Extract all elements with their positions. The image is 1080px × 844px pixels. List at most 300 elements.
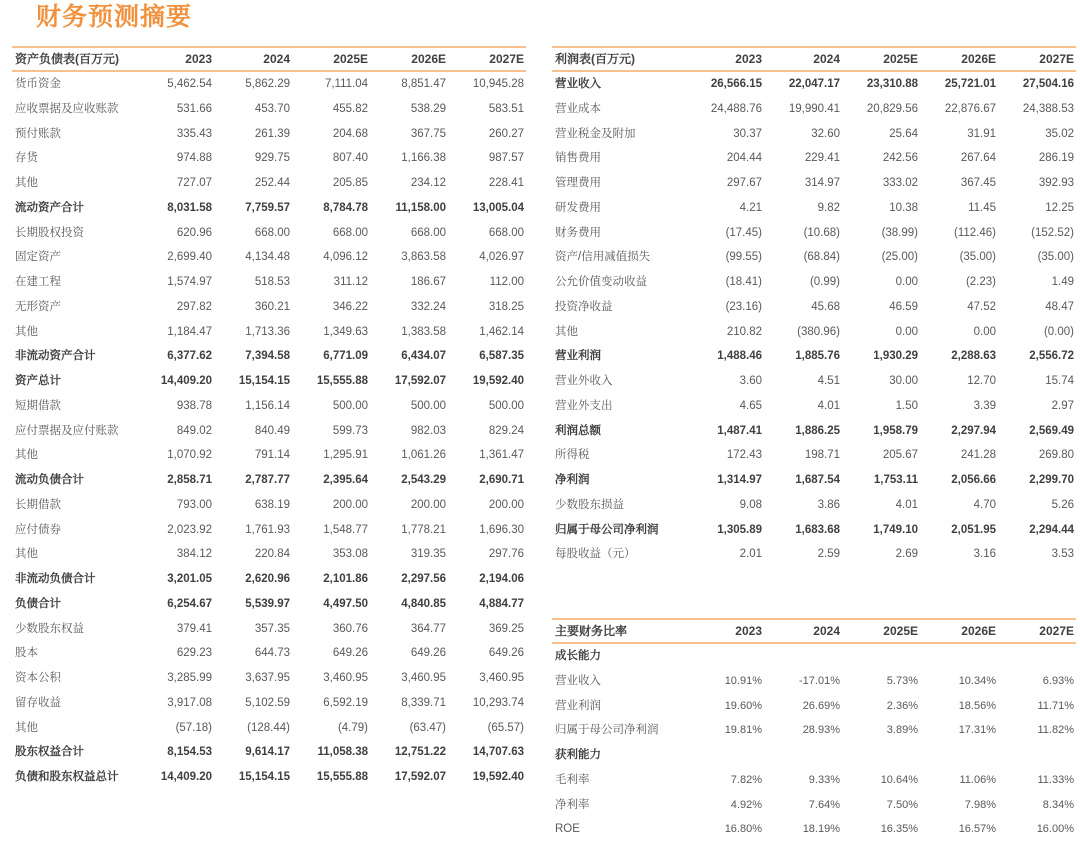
- cell-value: 3.53: [1051, 548, 1074, 561]
- cell-value: 518.53: [254, 276, 290, 288]
- cell-value: [920, 743, 998, 768]
- row-label: 少数股东损益: [555, 498, 624, 511]
- cell-value: 649.26: [488, 647, 524, 660]
- cell-value: 314.97: [804, 177, 840, 189]
- row-label: 利润总额: [555, 424, 601, 437]
- table-row: [12, 122, 526, 147]
- cell-value: 186.67: [410, 276, 446, 288]
- row-label: 每股收益（元）: [555, 548, 636, 561]
- table-row: [12, 592, 526, 617]
- cell-value: (57.18): [175, 721, 212, 734]
- cell-value: 46.59: [889, 300, 918, 313]
- table-row: [552, 344, 1076, 369]
- row-label: 归属于母公司净利润: [555, 724, 659, 737]
- row-label: 货币资金: [15, 78, 61, 90]
- table-row: [552, 369, 1076, 394]
- cell-value: 2,023.92: [167, 523, 212, 536]
- cell-value: 228.41: [488, 177, 524, 189]
- table-row: [12, 468, 526, 493]
- cell-value: 357.35: [254, 622, 290, 635]
- row-label: 其他: [555, 325, 578, 338]
- cell-value: 12.70: [967, 375, 996, 387]
- cell-value: 1,886.25: [795, 424, 840, 437]
- table-row: [12, 97, 526, 122]
- cell-value: [764, 643, 842, 669]
- column-header-year: 2027E: [998, 47, 1076, 71]
- cell-value: 531.66: [176, 102, 212, 115]
- cell-value: 649.26: [410, 647, 446, 660]
- cell-value: 3.60: [739, 375, 762, 387]
- table-row: [552, 468, 1076, 493]
- cell-value: 2,543.29: [401, 474, 446, 486]
- cell-value: 18.56%: [958, 699, 996, 712]
- cell-value: 1,061.26: [401, 449, 446, 462]
- table-row: [552, 443, 1076, 468]
- row-label: 营业外收入: [555, 375, 613, 387]
- cell-value: 500.00: [410, 399, 446, 412]
- cell-value: 3.89%: [886, 724, 918, 737]
- cell-value: 3,637.95: [245, 672, 290, 684]
- column-header-year: 2025E: [842, 619, 920, 643]
- cell-value: 6,592.19: [323, 696, 368, 709]
- row-label: 应付票据及应付账款: [15, 424, 119, 437]
- cell-value: 19.60%: [724, 699, 762, 712]
- cell-value: 7,759.57: [245, 201, 290, 214]
- column-header-year: 2025E: [292, 47, 370, 71]
- cell-value: 10.64%: [880, 773, 918, 786]
- cell-value: 26,566.15: [710, 78, 762, 90]
- cell-value: -17.01%: [799, 674, 840, 687]
- cell-value: 4.01: [817, 399, 840, 412]
- cell-value: 48.47: [1045, 300, 1074, 313]
- cell-value: 204.68: [332, 127, 368, 140]
- table-row: [552, 518, 1076, 543]
- row-label: 长期借款: [15, 498, 61, 511]
- column-header-label: 利润表(百万元): [552, 47, 686, 71]
- cell-value: 12.25: [1045, 201, 1074, 214]
- cell-value: 35.02: [1045, 127, 1074, 140]
- cell-value: 297.76: [488, 548, 524, 561]
- column-header-year: 2023: [686, 47, 764, 71]
- cell-value: 2,056.66: [951, 474, 996, 486]
- table-row: [12, 419, 526, 444]
- cell-value: 15.74: [1045, 375, 1074, 387]
- cell-value: 9.82: [817, 201, 840, 214]
- financial-ratios-table: [552, 618, 1076, 842]
- cell-value: 1,314.97: [717, 474, 762, 486]
- cell-value: 17,592.07: [394, 375, 446, 387]
- cell-value: (152.52): [1031, 226, 1074, 239]
- table-row: [12, 146, 526, 171]
- cell-value: 629.23: [176, 647, 212, 660]
- table-row: [12, 641, 526, 666]
- cell-value: 4,840.85: [401, 597, 446, 610]
- table-row: [12, 196, 526, 221]
- cell-value: 5.26: [1051, 498, 1074, 511]
- cell-value: 4,134.48: [245, 251, 290, 264]
- cell-value: 16.80%: [724, 823, 762, 836]
- cell-value: 9,614.17: [245, 746, 290, 759]
- table-row: [552, 493, 1076, 518]
- cell-value: [764, 743, 842, 768]
- cell-value: 2,294.44: [1029, 523, 1074, 536]
- table-row: [552, 146, 1076, 171]
- cell-value: 367.75: [410, 127, 446, 140]
- cell-value: 18.19%: [802, 823, 840, 836]
- cell-value: 379.41: [176, 622, 212, 635]
- cell-value: 333.02: [882, 177, 918, 189]
- column-header-year: 2026E: [920, 619, 998, 643]
- cell-value: 2,556.72: [1029, 350, 1074, 363]
- row-label: 其他: [15, 325, 38, 338]
- cell-value: 4.01: [895, 498, 918, 511]
- cell-value: 727.07: [176, 177, 212, 189]
- table-row: [12, 320, 526, 345]
- cell-value: 353.08: [332, 548, 368, 561]
- table-row: [12, 270, 526, 295]
- cell-value: 6,587.35: [479, 350, 524, 363]
- cell-value: (63.47): [409, 721, 446, 734]
- cell-value: [686, 743, 764, 768]
- cell-value: (99.55): [725, 251, 762, 264]
- row-label: 管理费用: [555, 177, 601, 189]
- cell-value: 261.39: [254, 127, 290, 140]
- cell-value: 4,497.50: [323, 597, 368, 610]
- cell-value: 10.34%: [958, 674, 996, 687]
- cell-value: 17,592.07: [394, 771, 446, 783]
- row-label: 股本: [15, 647, 38, 660]
- row-label: 长期股权投资: [15, 226, 84, 239]
- row-label: 股东权益合计: [15, 746, 84, 759]
- row-label: 资产/信用减值损失: [555, 251, 651, 264]
- row-label: 毛利率: [555, 773, 590, 786]
- cell-value: 19,990.41: [788, 102, 840, 115]
- cell-value: 455.82: [332, 102, 368, 115]
- cell-value: 1,885.76: [795, 350, 840, 363]
- table-row: [12, 691, 526, 716]
- cell-value: 0.00: [895, 276, 918, 288]
- row-label: 负债和股东权益总计: [15, 771, 119, 783]
- row-label: 非流动负债合计: [15, 573, 96, 585]
- table-row: [12, 493, 526, 518]
- table-row: [12, 369, 526, 394]
- row-label: ROE: [555, 823, 580, 836]
- cell-value: 198.71: [804, 449, 840, 462]
- cell-value: 829.24: [488, 424, 524, 437]
- column-header-year: 2027E: [448, 47, 526, 71]
- cell-value: (18.41): [725, 276, 762, 288]
- cell-value: 234.12: [410, 177, 446, 189]
- cell-value: 311.12: [333, 276, 368, 288]
- cell-value: 5,462.54: [167, 78, 212, 90]
- cell-value: 15,555.88: [316, 375, 368, 387]
- cell-value: 346.22: [332, 300, 368, 313]
- cell-value: 1,683.68: [795, 523, 840, 536]
- cell-value: 974.88: [176, 152, 212, 165]
- cell-value: 269.80: [1038, 449, 1074, 462]
- cell-value: 7,111.04: [324, 78, 368, 90]
- table-row: [12, 71, 526, 97]
- cell-value: 297.67: [726, 177, 762, 189]
- table-row: [552, 718, 1076, 743]
- cell-value: (0.00): [1043, 325, 1074, 338]
- section-header-row: [552, 743, 1076, 768]
- cell-value: 17.31%: [958, 724, 996, 737]
- cell-value: 200.00: [488, 498, 524, 511]
- cell-value: 1,761.93: [245, 523, 290, 536]
- section-header-row: [552, 643, 1076, 669]
- row-label: 留存收益: [15, 696, 61, 709]
- row-label: 营业收入: [555, 674, 601, 687]
- column-header-year: 2023: [136, 47, 214, 71]
- cell-value: 11.06%: [959, 773, 996, 786]
- cell-value: 220.84: [254, 548, 290, 561]
- cell-value: 849.02: [176, 424, 212, 437]
- row-label: 无形资产: [15, 300, 61, 313]
- cell-value: 335.43: [176, 127, 212, 140]
- cell-value: 982.03: [410, 424, 446, 437]
- cell-value: (380.96): [797, 325, 840, 338]
- cell-value: 3,863.58: [401, 251, 446, 264]
- cell-value: 2.69: [895, 548, 918, 561]
- cell-value: 3,460.95: [323, 672, 368, 684]
- balance-sheet-body: [12, 71, 526, 790]
- cell-value: 12,751.22: [394, 746, 446, 759]
- cell-value: (68.84): [803, 251, 840, 264]
- cell-value: 620.96: [176, 226, 212, 239]
- cell-value: 47.52: [967, 300, 996, 313]
- row-label: 资本公积: [15, 672, 61, 684]
- table-row: [12, 344, 526, 369]
- cell-value: 32.60: [811, 127, 840, 140]
- cell-value: 8,154.53: [167, 746, 212, 759]
- cell-value: 31.91: [967, 127, 996, 140]
- cell-value: 0.00: [895, 325, 918, 338]
- cell-value: 392.93: [1038, 177, 1074, 189]
- cell-value: 1,488.46: [717, 350, 762, 363]
- table-header-row: [552, 619, 1076, 643]
- row-label: 其他: [15, 548, 38, 561]
- row-label: 研发费用: [555, 201, 601, 214]
- cell-value: 9.33%: [808, 773, 840, 786]
- cell-value: 638.19: [254, 498, 290, 511]
- cell-value: 241.28: [960, 449, 996, 462]
- cell-value: 11.71%: [1037, 699, 1074, 712]
- cell-value: (35.00): [1037, 251, 1074, 264]
- cell-value: 200.00: [332, 498, 368, 511]
- row-label: 营业收入: [555, 78, 601, 90]
- cell-value: 1,295.91: [323, 449, 368, 462]
- row-label: 少数股东权益: [15, 622, 84, 635]
- table-row: [552, 270, 1076, 295]
- cell-value: 20,829.56: [866, 102, 918, 115]
- table-row: [12, 765, 526, 790]
- cell-value: 22,876.67: [944, 102, 996, 115]
- cell-value: 5.73%: [886, 674, 918, 687]
- row-label: 负债合计: [15, 597, 61, 610]
- column-header-year: 2024: [214, 47, 292, 71]
- cell-value: 4,096.12: [323, 251, 368, 264]
- cell-value: 0.00: [973, 325, 996, 338]
- cell-value: 5,862.29: [245, 78, 290, 90]
- cell-value: 1.49: [1051, 276, 1074, 288]
- column-header-year: 2024: [764, 47, 842, 71]
- table-row: [12, 295, 526, 320]
- table-row: [12, 518, 526, 543]
- cell-value: 8,784.78: [323, 201, 368, 214]
- cell-value: 30.00: [889, 375, 918, 387]
- cell-value: 332.24: [410, 300, 446, 313]
- cell-value: 840.49: [254, 424, 290, 437]
- table-row: [552, 768, 1076, 793]
- cell-value: 668.00: [410, 226, 446, 239]
- cell-value: (17.45): [725, 226, 762, 239]
- cell-value: 7.98%: [964, 798, 996, 811]
- row-label: 获利能力: [555, 749, 601, 761]
- cell-value: 1,487.41: [717, 424, 762, 437]
- row-label: 应收票据及应收账款: [15, 102, 119, 115]
- table-row: [552, 171, 1076, 196]
- column-header-label: 主要财务比率: [552, 619, 686, 643]
- table-row: [12, 171, 526, 196]
- cell-value: 369.25: [488, 622, 524, 635]
- cell-value: (23.16): [725, 300, 762, 313]
- cell-value: 5,539.97: [245, 597, 290, 610]
- cell-value: 7.50%: [886, 798, 918, 811]
- column-header-year: 2026E: [920, 47, 998, 71]
- cell-value: 2,051.95: [951, 523, 996, 536]
- row-label: 净利率: [555, 798, 590, 811]
- table-row: [552, 320, 1076, 345]
- cell-value: 25,721.01: [944, 78, 996, 90]
- cell-value: [842, 643, 920, 669]
- cell-value: 286.19: [1038, 152, 1074, 165]
- row-label: 应付债券: [15, 523, 61, 536]
- cell-value: 360.21: [254, 300, 290, 313]
- table-row: [12, 542, 526, 567]
- table-row: [552, 669, 1076, 694]
- cell-value: 4.70: [973, 498, 996, 511]
- table-row: [552, 196, 1076, 221]
- cell-value: 2,395.64: [323, 474, 368, 486]
- cell-value: 1,958.79: [873, 424, 918, 437]
- table-row: [552, 295, 1076, 320]
- row-label: 资产总计: [15, 375, 61, 387]
- cell-value: 987.57: [488, 152, 524, 165]
- table-row: [552, 694, 1076, 719]
- cell-value: 252.44: [254, 177, 290, 189]
- cell-value: 367.45: [960, 177, 996, 189]
- table-row: [552, 817, 1076, 842]
- table-row: [12, 221, 526, 246]
- cell-value: 14,707.63: [472, 746, 524, 759]
- cell-value: 2,297.94: [951, 424, 996, 437]
- cell-value: 27,504.16: [1022, 78, 1074, 90]
- cell-value: 319.35: [410, 548, 446, 561]
- cell-value: 7.64%: [808, 798, 840, 811]
- cell-value: 583.51: [488, 102, 524, 115]
- cell-value: 16.00%: [1036, 823, 1074, 836]
- cell-value: 19,592.40: [472, 771, 524, 783]
- cell-value: 200.00: [410, 498, 446, 511]
- cell-value: 2,299.70: [1029, 474, 1074, 486]
- column-header-year: 2027E: [998, 619, 1076, 643]
- cell-value: (35.00): [959, 251, 996, 264]
- cell-value: 11.33%: [1037, 773, 1074, 786]
- cell-value: 13,005.04: [472, 201, 524, 214]
- cell-value: 318.25: [488, 300, 524, 313]
- table-row: [552, 122, 1076, 147]
- cell-value: 929.75: [254, 152, 290, 165]
- row-label: 归属于母公司净利润: [555, 523, 659, 536]
- column-header-label: 资产负债表(百万元): [12, 47, 136, 71]
- cell-value: 3,460.95: [479, 672, 524, 684]
- cell-value: 1,778.21: [401, 523, 446, 536]
- cell-value: 28.93%: [802, 724, 840, 737]
- row-label: 营业外支出: [555, 399, 613, 412]
- cell-value: 19,592.40: [472, 375, 524, 387]
- cell-value: 2.36%: [886, 699, 918, 712]
- cell-value: 11.82%: [1037, 724, 1074, 737]
- cell-value: 16.57%: [958, 823, 996, 836]
- row-label: 投资净收益: [555, 300, 613, 313]
- row-label: 营业利润: [555, 350, 601, 363]
- cell-value: 6,377.62: [167, 350, 212, 363]
- cell-value: 1,749.10: [873, 523, 918, 536]
- cell-value: 4,026.97: [479, 251, 524, 264]
- cell-value: 2,194.06: [479, 573, 524, 585]
- row-label: 非流动资产合计: [15, 350, 96, 363]
- cell-value: 2,101.86: [323, 573, 368, 585]
- table-row: [12, 245, 526, 270]
- cell-value: 14,409.20: [160, 375, 212, 387]
- cell-value: 384.12: [176, 548, 212, 561]
- column-header-year: 2024: [764, 619, 842, 643]
- cell-value: 7,394.58: [245, 350, 290, 363]
- row-label: 净利润: [555, 474, 590, 486]
- cell-value: 3,917.08: [167, 696, 212, 709]
- cell-value: 1,462.14: [479, 325, 524, 338]
- cell-value: 210.82: [726, 325, 762, 338]
- cell-value: 15,555.88: [316, 771, 368, 783]
- row-label: 营业税金及附加: [555, 127, 636, 140]
- cell-value: 2,787.77: [245, 474, 290, 486]
- cell-value: 7.82%: [730, 773, 762, 786]
- cell-value: 2.97: [1051, 399, 1074, 412]
- table-row: [12, 740, 526, 765]
- cell-value: (0.99): [809, 276, 840, 288]
- cell-value: 14,409.20: [160, 771, 212, 783]
- cell-value: 2,288.63: [951, 350, 996, 363]
- column-header-year: 2025E: [842, 47, 920, 71]
- cell-value: 1,687.54: [795, 474, 840, 486]
- cell-value: 260.27: [488, 127, 524, 140]
- row-label: 营业利润: [555, 699, 601, 712]
- cell-value: 1,349.63: [323, 325, 368, 338]
- cell-value: 6.93%: [1042, 674, 1074, 687]
- row-label: 所得税: [555, 449, 590, 462]
- table-row: [12, 567, 526, 592]
- cell-value: 1,070.92: [167, 449, 212, 462]
- cell-value: 19.81%: [724, 724, 762, 737]
- cell-value: 204.44: [726, 152, 762, 165]
- cell-value: 112.00: [489, 276, 524, 288]
- income-statement-table: [552, 46, 1076, 567]
- cell-value: 5,102.59: [245, 696, 290, 709]
- cell-value: 793.00: [176, 498, 212, 511]
- row-label: 销售费用: [555, 152, 601, 165]
- row-label: 固定资产: [15, 251, 61, 264]
